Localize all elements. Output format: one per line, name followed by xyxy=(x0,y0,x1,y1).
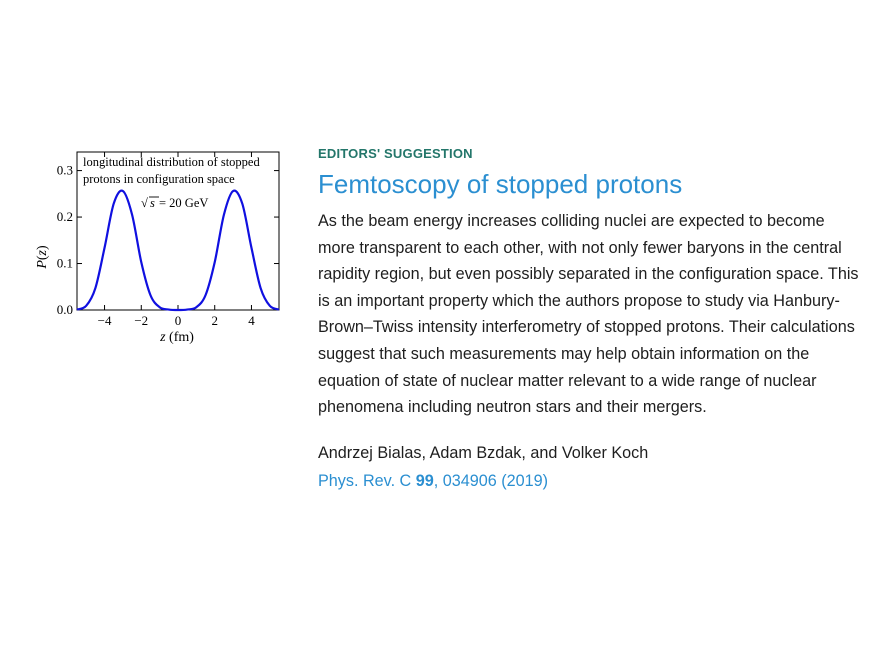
article-authors: Andrzej Bialas, Adam Bzdak, and Volker Koch xyxy=(318,443,649,462)
x-tick-label: 4 xyxy=(248,313,255,328)
y-axis-close-paren: ) xyxy=(35,245,50,250)
editors-suggestion-label: EDITORS' SUGGESTION xyxy=(318,146,473,161)
y-tick-label: 0.0 xyxy=(56,302,73,317)
y-axis-label-z: z xyxy=(35,249,50,256)
article-summary xyxy=(318,146,863,494)
citation-rest: , 034906 (2019) xyxy=(433,471,549,490)
sqrt-sign: √ xyxy=(141,196,148,210)
article-title[interactable]: Femtoscopy of stopped protons xyxy=(318,169,683,199)
x-axis-label-z: z xyxy=(160,330,166,345)
y-tick-label: 0.3 xyxy=(56,162,73,178)
x-tick-label: −2 xyxy=(134,313,149,328)
citation-journal: Phys. Rev. C xyxy=(318,471,416,490)
x-tick-label: 0 xyxy=(174,313,182,328)
y-tick-label: 0.1 xyxy=(56,255,73,271)
x-tick-label: −4 xyxy=(97,313,112,328)
article-abstract: As the beam energy increases colliding nuclei are expected to become more transparent to each other, with not only fewer baryons in the central rapidity region, but even possibly separated in the configuration space. This is an important property which the authors propose to study via Hanbury-Brown–Twiss intensity interferometry of stopped protons. Their calculations suggest that such measurements may help obtain information on the equation of state of nuclear matter relevant to a wide range of nuclear phenomena including neutron stars and their mergers. xyxy=(318,212,859,417)
x-tick-label: 2 xyxy=(211,313,218,328)
energy-value: = 20 GeV xyxy=(159,196,209,210)
energy-label xyxy=(141,196,208,210)
y-axis-label-p: P xyxy=(35,260,50,269)
y-tick-label: 0.2 xyxy=(56,209,73,225)
figure-panel xyxy=(28,145,290,355)
x-axis-label xyxy=(159,330,194,345)
citation-volume: 99 xyxy=(415,471,434,490)
annotation-line-1: longitudinal distribution of stopped xyxy=(83,155,260,169)
density-chart xyxy=(28,145,290,355)
energy-variable: s xyxy=(150,196,155,210)
x-axis-label-unit: (fm) xyxy=(165,330,194,345)
annotation-line-2: protons in configuration space xyxy=(83,172,235,186)
y-axis-open-paren: ( xyxy=(35,255,50,261)
y-axis-label xyxy=(35,245,50,270)
citation-link[interactable] xyxy=(318,468,548,494)
